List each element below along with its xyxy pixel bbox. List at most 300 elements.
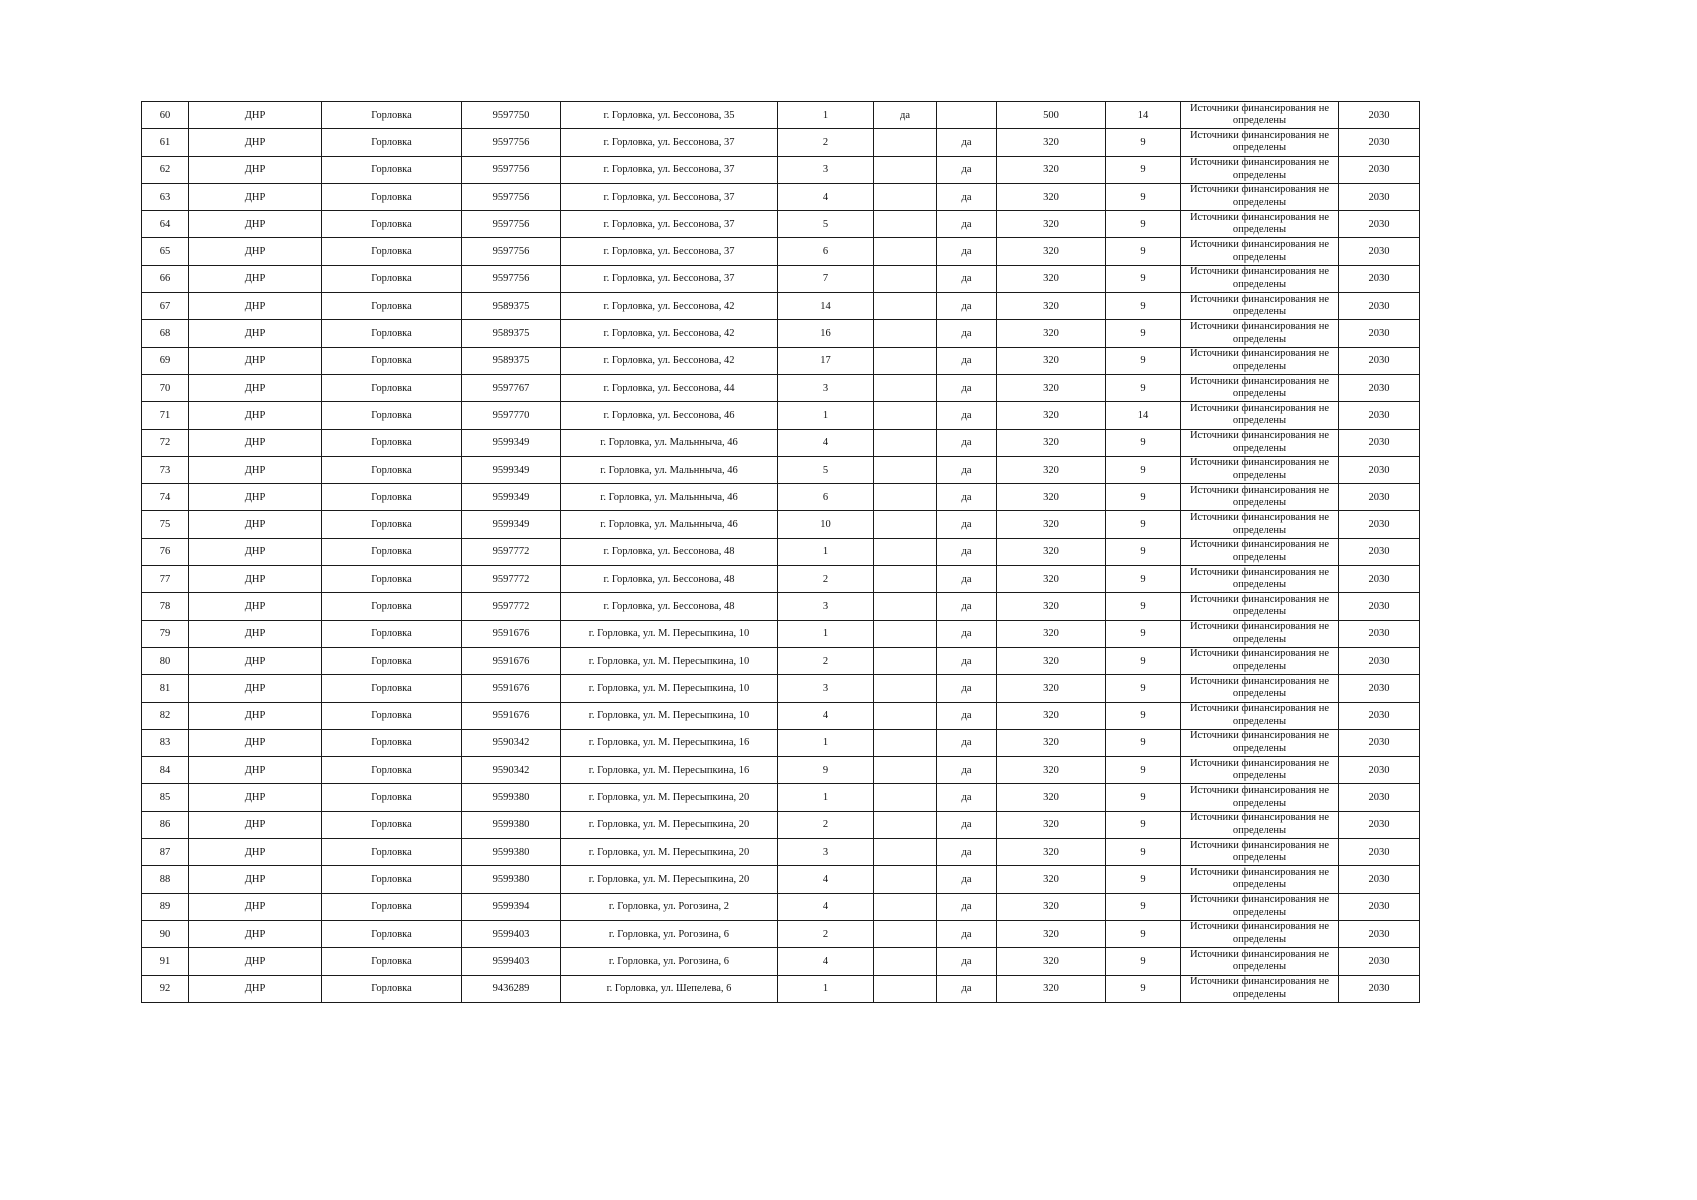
- address-cell: г. Горловка, ул. Бессонова, 48: [561, 593, 778, 620]
- flag-one-cell: [874, 183, 937, 210]
- table-row: [142, 183, 1420, 210]
- region-cell: ДНР: [189, 347, 322, 374]
- table-row: [142, 402, 1420, 429]
- data-table: [141, 101, 1420, 1003]
- table-row: [142, 866, 1420, 893]
- row-number-cell: 62: [142, 156, 189, 183]
- number-cell: 4: [778, 948, 874, 975]
- flag-two-cell: да: [937, 675, 997, 702]
- year-cell: 2030: [1339, 647, 1420, 674]
- year-cell: 2030: [1339, 566, 1420, 593]
- city-cell: Горловка: [322, 729, 462, 756]
- table-row: [142, 347, 1420, 374]
- code-cell: 9597772: [462, 566, 561, 593]
- row-number-cell: 76: [142, 538, 189, 565]
- row-number-cell: 89: [142, 893, 189, 920]
- code-cell: 9591676: [462, 702, 561, 729]
- flag-two-cell: да: [937, 866, 997, 893]
- quantity-cell: 9: [1106, 647, 1181, 674]
- funding-source-cell: Источники финансирования не определены: [1181, 129, 1339, 156]
- code-cell: 9597756: [462, 183, 561, 210]
- funding-source-cell: Источники финансирования не определены: [1181, 675, 1339, 702]
- row-number-cell: 70: [142, 374, 189, 401]
- address-cell: г. Горловка, ул. Бессонова, 46: [561, 402, 778, 429]
- code-cell: 9597756: [462, 129, 561, 156]
- flag-one-cell: [874, 511, 937, 538]
- cost-cell: 320: [997, 156, 1106, 183]
- number-cell: 17: [778, 347, 874, 374]
- code-cell: 9599403: [462, 920, 561, 947]
- address-cell: г. Горловка, ул. М. Пересыпкина, 10: [561, 620, 778, 647]
- table-row: [142, 920, 1420, 947]
- region-cell: ДНР: [189, 374, 322, 401]
- number-cell: 4: [778, 183, 874, 210]
- table-row: [142, 511, 1420, 538]
- cost-cell: 320: [997, 920, 1106, 947]
- region-cell: ДНР: [189, 620, 322, 647]
- cost-cell: 320: [997, 757, 1106, 784]
- flag-one-cell: [874, 238, 937, 265]
- funding-source-cell: Источники финансирования не определены: [1181, 429, 1339, 456]
- flag-one-cell: [874, 265, 937, 292]
- code-cell: 9590342: [462, 757, 561, 784]
- number-cell: 6: [778, 238, 874, 265]
- table-row: [142, 156, 1420, 183]
- number-cell: 1: [778, 729, 874, 756]
- city-cell: Горловка: [322, 429, 462, 456]
- flag-two-cell: да: [937, 811, 997, 838]
- quantity-cell: 9: [1106, 320, 1181, 347]
- cost-cell: 320: [997, 702, 1106, 729]
- flag-one-cell: [874, 675, 937, 702]
- region-cell: ДНР: [189, 293, 322, 320]
- quantity-cell: 14: [1106, 102, 1181, 129]
- city-cell: Горловка: [322, 511, 462, 538]
- quantity-cell: 9: [1106, 975, 1181, 1002]
- code-cell: 9597772: [462, 593, 561, 620]
- city-cell: Горловка: [322, 238, 462, 265]
- row-number-cell: 83: [142, 729, 189, 756]
- funding-source-cell: Источники финансирования не определены: [1181, 647, 1339, 674]
- region-cell: ДНР: [189, 784, 322, 811]
- city-cell: Горловка: [322, 893, 462, 920]
- code-cell: 9599380: [462, 866, 561, 893]
- cost-cell: 320: [997, 183, 1106, 210]
- cost-cell: 320: [997, 293, 1106, 320]
- number-cell: 3: [778, 675, 874, 702]
- number-cell: 1: [778, 538, 874, 565]
- flag-two-cell: да: [937, 156, 997, 183]
- row-number-cell: 90: [142, 920, 189, 947]
- flag-two-cell: да: [937, 265, 997, 292]
- table-row: [142, 757, 1420, 784]
- table-row: [142, 647, 1420, 674]
- region-cell: ДНР: [189, 183, 322, 210]
- funding-source-cell: Источники финансирования не определены: [1181, 402, 1339, 429]
- region-cell: ДНР: [189, 456, 322, 483]
- table-row: [142, 811, 1420, 838]
- year-cell: 2030: [1339, 839, 1420, 866]
- address-cell: г. Горловка, ул. Бессонова, 37: [561, 265, 778, 292]
- funding-source-cell: Источники финансирования не определены: [1181, 566, 1339, 593]
- flag-one-cell: [874, 347, 937, 374]
- quantity-cell: 9: [1106, 265, 1181, 292]
- funding-source-cell: Источники финансирования не определены: [1181, 538, 1339, 565]
- year-cell: 2030: [1339, 593, 1420, 620]
- cost-cell: 320: [997, 784, 1106, 811]
- year-cell: 2030: [1339, 866, 1420, 893]
- cost-cell: 320: [997, 729, 1106, 756]
- flag-one-cell: [874, 647, 937, 674]
- table-row: [142, 893, 1420, 920]
- city-cell: Горловка: [322, 866, 462, 893]
- funding-source-cell: Источники финансирования не определены: [1181, 156, 1339, 183]
- address-cell: г. Горловка, ул. Мальнныча, 46: [561, 456, 778, 483]
- code-cell: 9599349: [462, 511, 561, 538]
- flag-one-cell: [874, 729, 937, 756]
- quantity-cell: 9: [1106, 839, 1181, 866]
- city-cell: Горловка: [322, 757, 462, 784]
- cost-cell: 320: [997, 238, 1106, 265]
- cost-cell: 320: [997, 538, 1106, 565]
- code-cell: 9597756: [462, 156, 561, 183]
- quantity-cell: 9: [1106, 757, 1181, 784]
- region-cell: ДНР: [189, 866, 322, 893]
- region-cell: ДНР: [189, 238, 322, 265]
- quantity-cell: 9: [1106, 538, 1181, 565]
- code-cell: 9599403: [462, 948, 561, 975]
- cost-cell: 320: [997, 484, 1106, 511]
- table-row: [142, 129, 1420, 156]
- number-cell: 2: [778, 811, 874, 838]
- city-cell: Горловка: [322, 347, 462, 374]
- cost-cell: 320: [997, 866, 1106, 893]
- code-cell: 9597770: [462, 402, 561, 429]
- code-cell: 9599380: [462, 811, 561, 838]
- city-cell: Горловка: [322, 293, 462, 320]
- region-cell: ДНР: [189, 484, 322, 511]
- year-cell: 2030: [1339, 429, 1420, 456]
- quantity-cell: 9: [1106, 129, 1181, 156]
- number-cell: 14: [778, 293, 874, 320]
- city-cell: Горловка: [322, 320, 462, 347]
- year-cell: 2030: [1339, 620, 1420, 647]
- year-cell: 2030: [1339, 402, 1420, 429]
- number-cell: 4: [778, 866, 874, 893]
- city-cell: Горловка: [322, 647, 462, 674]
- flag-one-cell: [874, 429, 937, 456]
- year-cell: 2030: [1339, 675, 1420, 702]
- address-cell: г. Горловка, ул. Бессонова, 42: [561, 320, 778, 347]
- code-cell: 9591676: [462, 620, 561, 647]
- address-cell: г. Горловка, ул. М. Пересыпкина, 20: [561, 811, 778, 838]
- code-cell: 9599380: [462, 784, 561, 811]
- flag-two-cell: да: [937, 729, 997, 756]
- flag-two-cell: да: [937, 948, 997, 975]
- row-number-cell: 91: [142, 948, 189, 975]
- year-cell: 2030: [1339, 484, 1420, 511]
- row-number-cell: 73: [142, 456, 189, 483]
- table-row: [142, 566, 1420, 593]
- code-cell: 9590342: [462, 729, 561, 756]
- flag-one-cell: [874, 702, 937, 729]
- year-cell: 2030: [1339, 238, 1420, 265]
- address-cell: г. Горловка, ул. М. Пересыпкина, 20: [561, 839, 778, 866]
- flag-two-cell: [937, 102, 997, 129]
- cost-cell: 320: [997, 839, 1106, 866]
- city-cell: Горловка: [322, 102, 462, 129]
- code-cell: 9591676: [462, 647, 561, 674]
- cost-cell: 320: [997, 402, 1106, 429]
- city-cell: Горловка: [322, 675, 462, 702]
- table-row: [142, 729, 1420, 756]
- year-cell: 2030: [1339, 702, 1420, 729]
- code-cell: 9436289: [462, 975, 561, 1002]
- address-cell: г. Горловка, ул. М. Пересыпкина, 10: [561, 702, 778, 729]
- funding-source-cell: Источники финансирования не определены: [1181, 839, 1339, 866]
- cost-cell: 320: [997, 374, 1106, 401]
- address-cell: г. Горловка, ул. М. Пересыпкина, 20: [561, 784, 778, 811]
- code-cell: 9597772: [462, 538, 561, 565]
- flag-two-cell: да: [937, 402, 997, 429]
- region-cell: ДНР: [189, 129, 322, 156]
- city-cell: Горловка: [322, 839, 462, 866]
- code-cell: 9597767: [462, 374, 561, 401]
- number-cell: 4: [778, 702, 874, 729]
- funding-source-cell: Источники финансирования не определены: [1181, 975, 1339, 1002]
- region-cell: ДНР: [189, 429, 322, 456]
- funding-source-cell: Источники финансирования не определены: [1181, 293, 1339, 320]
- table-row: [142, 620, 1420, 647]
- number-cell: 3: [778, 156, 874, 183]
- year-cell: 2030: [1339, 320, 1420, 347]
- quantity-cell: 9: [1106, 374, 1181, 401]
- row-number-cell: 72: [142, 429, 189, 456]
- year-cell: 2030: [1339, 102, 1420, 129]
- address-cell: г. Горловка, ул. Бессонова, 42: [561, 293, 778, 320]
- number-cell: 1: [778, 402, 874, 429]
- region-cell: ДНР: [189, 920, 322, 947]
- region-cell: ДНР: [189, 647, 322, 674]
- year-cell: 2030: [1339, 293, 1420, 320]
- quantity-cell: 9: [1106, 784, 1181, 811]
- flag-one-cell: [874, 293, 937, 320]
- cost-cell: 500: [997, 102, 1106, 129]
- year-cell: 2030: [1339, 511, 1420, 538]
- address-cell: г. Горловка, ул. Бессонова, 37: [561, 183, 778, 210]
- region-cell: ДНР: [189, 538, 322, 565]
- code-cell: 9589375: [462, 293, 561, 320]
- flag-two-cell: да: [937, 920, 997, 947]
- table-row: [142, 238, 1420, 265]
- address-cell: г. Горловка, ул. М. Пересыпкина, 16: [561, 757, 778, 784]
- city-cell: Горловка: [322, 156, 462, 183]
- flag-one-cell: [874, 593, 937, 620]
- row-number-cell: 82: [142, 702, 189, 729]
- cost-cell: 320: [997, 211, 1106, 238]
- code-cell: 9599349: [462, 484, 561, 511]
- flag-one-cell: [874, 566, 937, 593]
- table-row: [142, 784, 1420, 811]
- region-cell: ДНР: [189, 675, 322, 702]
- flag-two-cell: да: [937, 702, 997, 729]
- quantity-cell: 9: [1106, 893, 1181, 920]
- city-cell: Горловка: [322, 374, 462, 401]
- year-cell: 2030: [1339, 811, 1420, 838]
- flag-one-cell: [874, 757, 937, 784]
- funding-source-cell: Источники финансирования не определены: [1181, 320, 1339, 347]
- cost-cell: 320: [997, 456, 1106, 483]
- table-body: [142, 102, 1420, 1003]
- number-cell: 1: [778, 102, 874, 129]
- city-cell: Горловка: [322, 402, 462, 429]
- quantity-cell: 9: [1106, 811, 1181, 838]
- document-page: [141, 101, 1419, 1003]
- year-cell: 2030: [1339, 183, 1420, 210]
- flag-two-cell: да: [937, 129, 997, 156]
- row-number-cell: 60: [142, 102, 189, 129]
- flag-two-cell: да: [937, 183, 997, 210]
- row-number-cell: 67: [142, 293, 189, 320]
- row-number-cell: 84: [142, 757, 189, 784]
- code-cell: 9597756: [462, 238, 561, 265]
- funding-source-cell: Источники финансирования не определены: [1181, 456, 1339, 483]
- quantity-cell: 9: [1106, 183, 1181, 210]
- region-cell: ДНР: [189, 811, 322, 838]
- year-cell: 2030: [1339, 538, 1420, 565]
- cost-cell: 320: [997, 347, 1106, 374]
- cost-cell: 320: [997, 320, 1106, 347]
- funding-source-cell: Источники финансирования не определены: [1181, 620, 1339, 647]
- cost-cell: 320: [997, 893, 1106, 920]
- flag-one-cell: [874, 893, 937, 920]
- number-cell: 2: [778, 566, 874, 593]
- city-cell: Горловка: [322, 265, 462, 292]
- row-number-cell: 63: [142, 183, 189, 210]
- quantity-cell: 14: [1106, 402, 1181, 429]
- quantity-cell: 9: [1106, 593, 1181, 620]
- city-cell: Горловка: [322, 593, 462, 620]
- year-cell: 2030: [1339, 156, 1420, 183]
- flag-two-cell: да: [937, 211, 997, 238]
- row-number-cell: 65: [142, 238, 189, 265]
- funding-source-cell: Источники финансирования не определены: [1181, 265, 1339, 292]
- row-number-cell: 74: [142, 484, 189, 511]
- cost-cell: 320: [997, 647, 1106, 674]
- cost-cell: 320: [997, 620, 1106, 647]
- region-cell: ДНР: [189, 839, 322, 866]
- row-number-cell: 66: [142, 265, 189, 292]
- funding-source-cell: Источники финансирования не определены: [1181, 757, 1339, 784]
- row-number-cell: 61: [142, 129, 189, 156]
- region-cell: ДНР: [189, 593, 322, 620]
- table-row: [142, 374, 1420, 401]
- quantity-cell: 9: [1106, 429, 1181, 456]
- flag-two-cell: да: [937, 293, 997, 320]
- quantity-cell: 9: [1106, 920, 1181, 947]
- region-cell: ДНР: [189, 948, 322, 975]
- table-row: [142, 320, 1420, 347]
- table-row: [142, 211, 1420, 238]
- funding-source-cell: Источники финансирования не определены: [1181, 729, 1339, 756]
- city-cell: Горловка: [322, 620, 462, 647]
- number-cell: 2: [778, 647, 874, 674]
- year-cell: 2030: [1339, 948, 1420, 975]
- table-row: [142, 293, 1420, 320]
- flag-two-cell: да: [937, 893, 997, 920]
- number-cell: 1: [778, 784, 874, 811]
- table-row: [142, 675, 1420, 702]
- city-cell: Горловка: [322, 183, 462, 210]
- table-row: [142, 702, 1420, 729]
- quantity-cell: 9: [1106, 456, 1181, 483]
- number-cell: 7: [778, 265, 874, 292]
- year-cell: 2030: [1339, 893, 1420, 920]
- table-row: [142, 839, 1420, 866]
- quantity-cell: 9: [1106, 566, 1181, 593]
- number-cell: 1: [778, 975, 874, 1002]
- funding-source-cell: Источники финансирования не определены: [1181, 511, 1339, 538]
- table-row: [142, 456, 1420, 483]
- number-cell: 10: [778, 511, 874, 538]
- number-cell: 2: [778, 920, 874, 947]
- flag-one-cell: [874, 211, 937, 238]
- code-cell: 9597756: [462, 211, 561, 238]
- flag-one-cell: [874, 402, 937, 429]
- year-cell: 2030: [1339, 975, 1420, 1002]
- number-cell: 5: [778, 211, 874, 238]
- region-cell: ДНР: [189, 211, 322, 238]
- table-row: [142, 593, 1420, 620]
- address-cell: г. Горловка, ул. Шепелева, 6: [561, 975, 778, 1002]
- cost-cell: 320: [997, 566, 1106, 593]
- address-cell: г. Горловка, ул. Бессонова, 37: [561, 156, 778, 183]
- funding-source-cell: Источники финансирования не определены: [1181, 484, 1339, 511]
- funding-source-cell: Источники финансирования не определены: [1181, 784, 1339, 811]
- row-number-cell: 77: [142, 566, 189, 593]
- funding-source-cell: Источники финансирования не определены: [1181, 211, 1339, 238]
- cost-cell: 320: [997, 593, 1106, 620]
- row-number-cell: 80: [142, 647, 189, 674]
- address-cell: г. Горловка, ул. Рогозина, 6: [561, 948, 778, 975]
- address-cell: г. Горловка, ул. Мальнныча, 46: [561, 429, 778, 456]
- address-cell: г. Горловка, ул. М. Пересыпкина, 16: [561, 729, 778, 756]
- flag-one-cell: [874, 975, 937, 1002]
- table-row: [142, 484, 1420, 511]
- flag-one-cell: [874, 811, 937, 838]
- quantity-cell: 9: [1106, 238, 1181, 265]
- city-cell: Горловка: [322, 975, 462, 1002]
- address-cell: г. Горловка, ул. М. Пересыпкина, 10: [561, 675, 778, 702]
- code-cell: 9599349: [462, 429, 561, 456]
- table-row: [142, 102, 1420, 129]
- funding-source-cell: Источники финансирования не определены: [1181, 893, 1339, 920]
- flag-one-cell: [874, 866, 937, 893]
- funding-source-cell: Источники финансирования не определены: [1181, 811, 1339, 838]
- quantity-cell: 9: [1106, 729, 1181, 756]
- cost-cell: 320: [997, 511, 1106, 538]
- cost-cell: 320: [997, 675, 1106, 702]
- quantity-cell: 9: [1106, 702, 1181, 729]
- funding-source-cell: Источники финансирования не определены: [1181, 374, 1339, 401]
- flag-two-cell: да: [937, 566, 997, 593]
- flag-one-cell: [874, 620, 937, 647]
- flag-two-cell: да: [937, 593, 997, 620]
- address-cell: г. Горловка, ул. М. Пересыпкина, 10: [561, 647, 778, 674]
- code-cell: 9591676: [462, 675, 561, 702]
- number-cell: 6: [778, 484, 874, 511]
- quantity-cell: 9: [1106, 948, 1181, 975]
